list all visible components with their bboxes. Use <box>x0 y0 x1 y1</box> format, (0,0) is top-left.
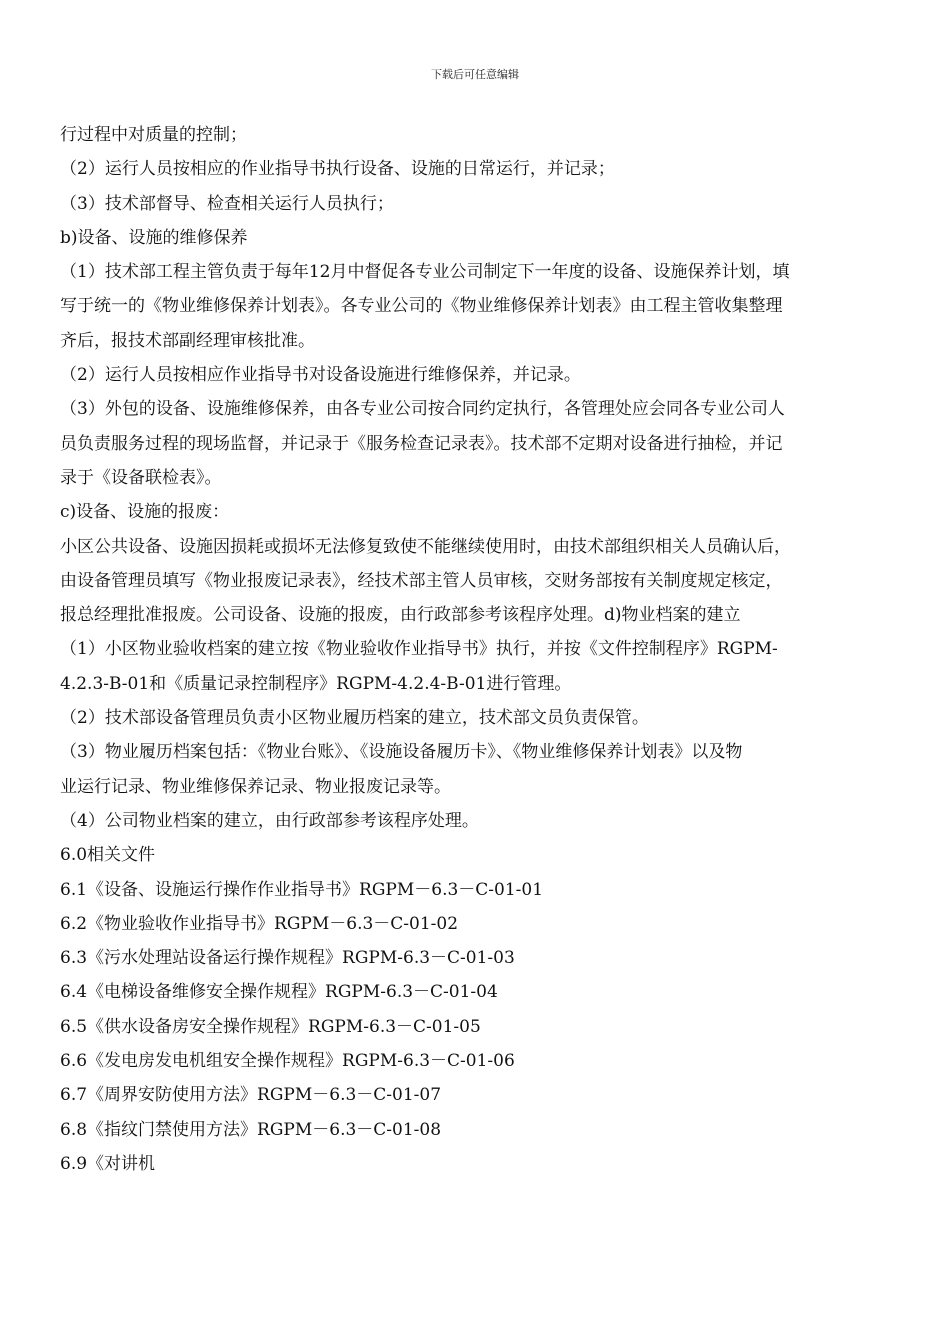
reference-item: 6.9《对讲机 <box>60 1153 156 1174</box>
text-line: （4）公司物业档案的建立，由行政部参考该程序处理。 <box>60 810 479 831</box>
text-line: 由设备管理员填写《物业报废记录表》，经技术部主管人员审核，交财务部按有关制度规定核定， <box>60 570 783 591</box>
section-heading: 6.0相关文件 <box>60 845 156 866</box>
text-line: （1）技术部工程主管负责于每年12月中督促各专业公司制定下一年度的设备、设施保养计划，填 <box>60 262 790 283</box>
text-line: 员负责服务过程的现场监督，并记录于《服务检查记录表》。技术部不定期对设备进行抽检，并记 <box>60 433 783 454</box>
text-line: （3）物业履历档案包括：《物业台账》、《设施设备履历卡》、《物业维修保养计划表》以及物 <box>60 742 743 763</box>
text-line: 小区公共设备、设施因损耗或损坏无法修复致使不能继续使用时，由技术部组织相关人员确认后， <box>60 536 791 557</box>
text-line: 录于《设备联检表》。 <box>60 467 222 488</box>
text-line: 写于统一的《物业维修保养计划表》。各专业公司的《物业维修保养计划表》由工程主管收集整理 <box>60 296 783 317</box>
text-line: （3）技术部督导、检查相关运行人员执行； <box>60 193 394 214</box>
reference-item: 6.6《发电房发电机组安全操作规程》RGPM-6.3－C-01-06 <box>60 1051 515 1072</box>
reference-item: 6.2《物业验收作业指导书》RGPM－6.3－C-01-02 <box>60 913 459 934</box>
reference-item: 6.1《设备、设施运行操作作业指导书》RGPM－6.3－C-01-01 <box>60 879 544 900</box>
text-line: 4.2.3-B-01和《质量记录控制程序》RGPM-4.2.4-B-01进行管理。 <box>60 673 572 694</box>
document-body <box>60 118 890 1181</box>
text-line: 行过程中对质量的控制； <box>60 125 247 145</box>
reference-item: 6.4《电梯设备维修安全操作规程》RGPM-6.3－C-01-04 <box>60 982 498 1003</box>
text-line: （2）运行人员按相应作业指导书对设备设施进行维修保养，并记录。 <box>60 365 581 386</box>
section-heading: b)设备、设施的维修保养 <box>60 227 248 248</box>
page-header-note: 下载后可任意编辑 <box>431 68 519 81</box>
reference-item: 6.7《周界安防使用方法》RGPM－6.3－C-01-07 <box>60 1085 442 1106</box>
text-line: （2）运行人员按相应的作业指导书执行设备、设施的日常运行，并记录； <box>60 159 615 180</box>
text-line: 齐后，报技术部副经理审核批准。 <box>60 330 315 351</box>
text-line: （2）技术部设备管理员负责小区物业履历档案的建立，技术部文员负责保管。 <box>60 708 649 729</box>
text-line: （3）外包的设备、设施维修保养，由各专业公司按合同约定执行，各管理处应会同各专业公司人 <box>60 399 785 420</box>
reference-item: 6.8《指纹门禁使用方法》RGPM－6.3－C-01-08 <box>60 1119 442 1140</box>
reference-item: 6.3《污水处理站设备运行操作规程》RGPM-6.3－C-01-03 <box>60 948 515 969</box>
reference-item: 6.5《供水设备房安全操作规程》RGPM-6.3－C-01-05 <box>60 1016 481 1037</box>
text-line: 报总经理批准报废。公司设备、设施的报废，由行政部参考该程序处理。d)物业档案的建立 <box>60 605 741 626</box>
section-heading: c)设备、设施的报废： <box>60 502 230 523</box>
text-line: （1）小区物业验收档案的建立按《物业验收作业指导书》执行，并按《文件控制程序》RGPM- <box>60 639 778 660</box>
text-line: 业运行记录、物业维修保养记录、物业报废记录等。 <box>60 776 451 797</box>
